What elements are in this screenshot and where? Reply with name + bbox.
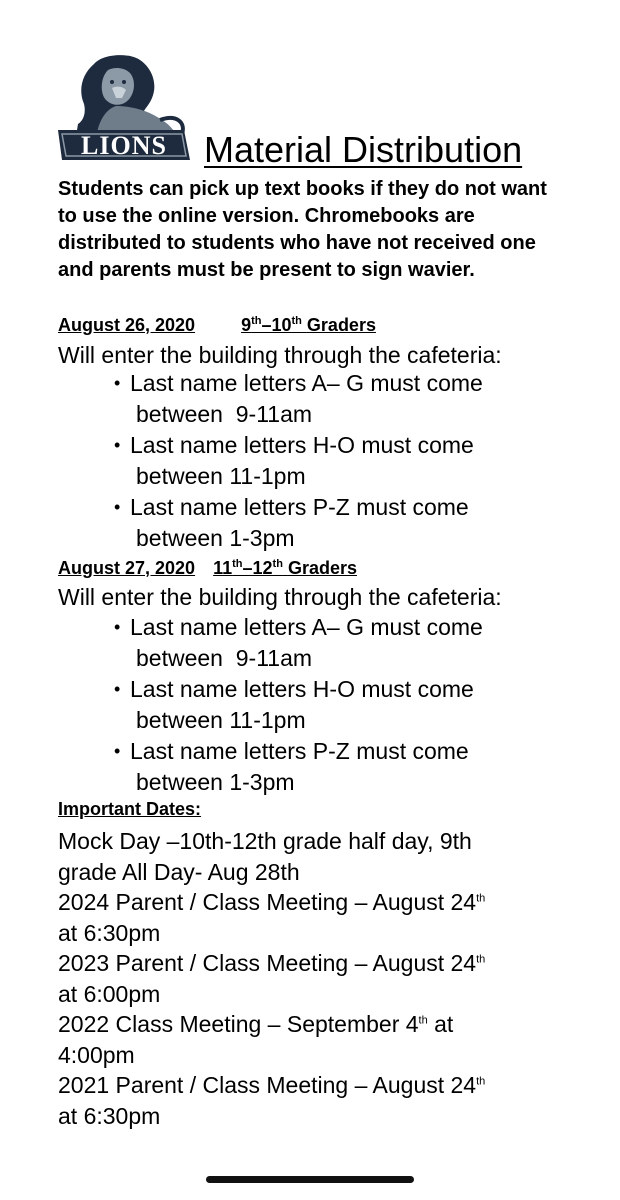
- meeting-2024-time: at 6:30pm: [58, 919, 161, 946]
- entry-instruction: Will enter the building through the cafeteria:: [58, 342, 502, 368]
- bullet-glyph: •: [114, 617, 121, 637]
- time-slot-list: [114, 368, 564, 554]
- intro-paragraph: Students can pick up text books if they do not want to use the online version. Chromebooks are distributed to students who have not received one and parents must be present to sign wavier.: [58, 178, 547, 281]
- grade-a: 11: [213, 558, 233, 578]
- page-title: Material Distribution: [204, 129, 523, 170]
- meeting-2023: 2023 Parent / Class Meeting – August 24th: [58, 950, 486, 976]
- bullet-glyph: •: [114, 741, 121, 761]
- list-item: • Last name letters H-O must come between 11-1pm: [114, 676, 474, 733]
- meeting-2021: 2021 Parent / Class Meeting – August 24th: [58, 1072, 486, 1098]
- section-heading-aug27: August 27, 2020 11th–12th Graders: [58, 558, 357, 578]
- mock-day-line: Mock Day –10th-12th grade half day, 9th: [58, 828, 472, 854]
- important-dates-heading: Important Dates:: [58, 799, 202, 819]
- meeting-2021-time: at 6:30pm: [58, 1102, 161, 1129]
- section-date: August 26, 2020: [58, 315, 196, 335]
- meeting-2023-time: at 6:00pm: [58, 980, 161, 1007]
- grade-a: 9: [241, 315, 252, 335]
- list-item: • Last name letters H-O must come between 11-1pm: [114, 432, 474, 489]
- list-item: • Last name letters P-Z must come between 1-3pm: [114, 738, 469, 795]
- important-dates-list: [58, 826, 578, 1131]
- bullet-glyph: •: [114, 679, 121, 699]
- time-slot-list: [114, 612, 564, 798]
- bullet-glyph: •: [114, 435, 121, 455]
- bullet-glyph: •: [114, 497, 121, 517]
- list-item: • Last name letters A– G must come between 9-11am: [114, 614, 483, 671]
- section-heading-aug26: August 26, 2020 9th–10th Graders: [58, 315, 376, 335]
- grade-b: 10: [271, 315, 292, 335]
- entry-instruction: Will enter the building through the cafeteria:: [58, 584, 502, 610]
- logo-text: LIONS: [81, 131, 167, 160]
- meeting-2024: 2024 Parent / Class Meeting – August 24th: [58, 889, 486, 915]
- meeting-2022-time: 4:00pm: [58, 1041, 135, 1068]
- lions-logo: [56, 54, 206, 172]
- section-date: August 27, 2020: [58, 558, 196, 578]
- list-item: • Last name letters A– G must come between 9-11am: [114, 370, 483, 427]
- mock-day-line: grade All Day- Aug 28th: [58, 858, 300, 885]
- grade-b: 12: [252, 558, 273, 578]
- list-item: • Last name letters P-Z must come between 1-3pm: [114, 494, 469, 551]
- bullet-glyph: •: [114, 373, 121, 393]
- meeting-2022: 2022 Class Meeting – September 4th at: [58, 1011, 454, 1037]
- home-indicator[interactable]: [206, 1176, 414, 1183]
